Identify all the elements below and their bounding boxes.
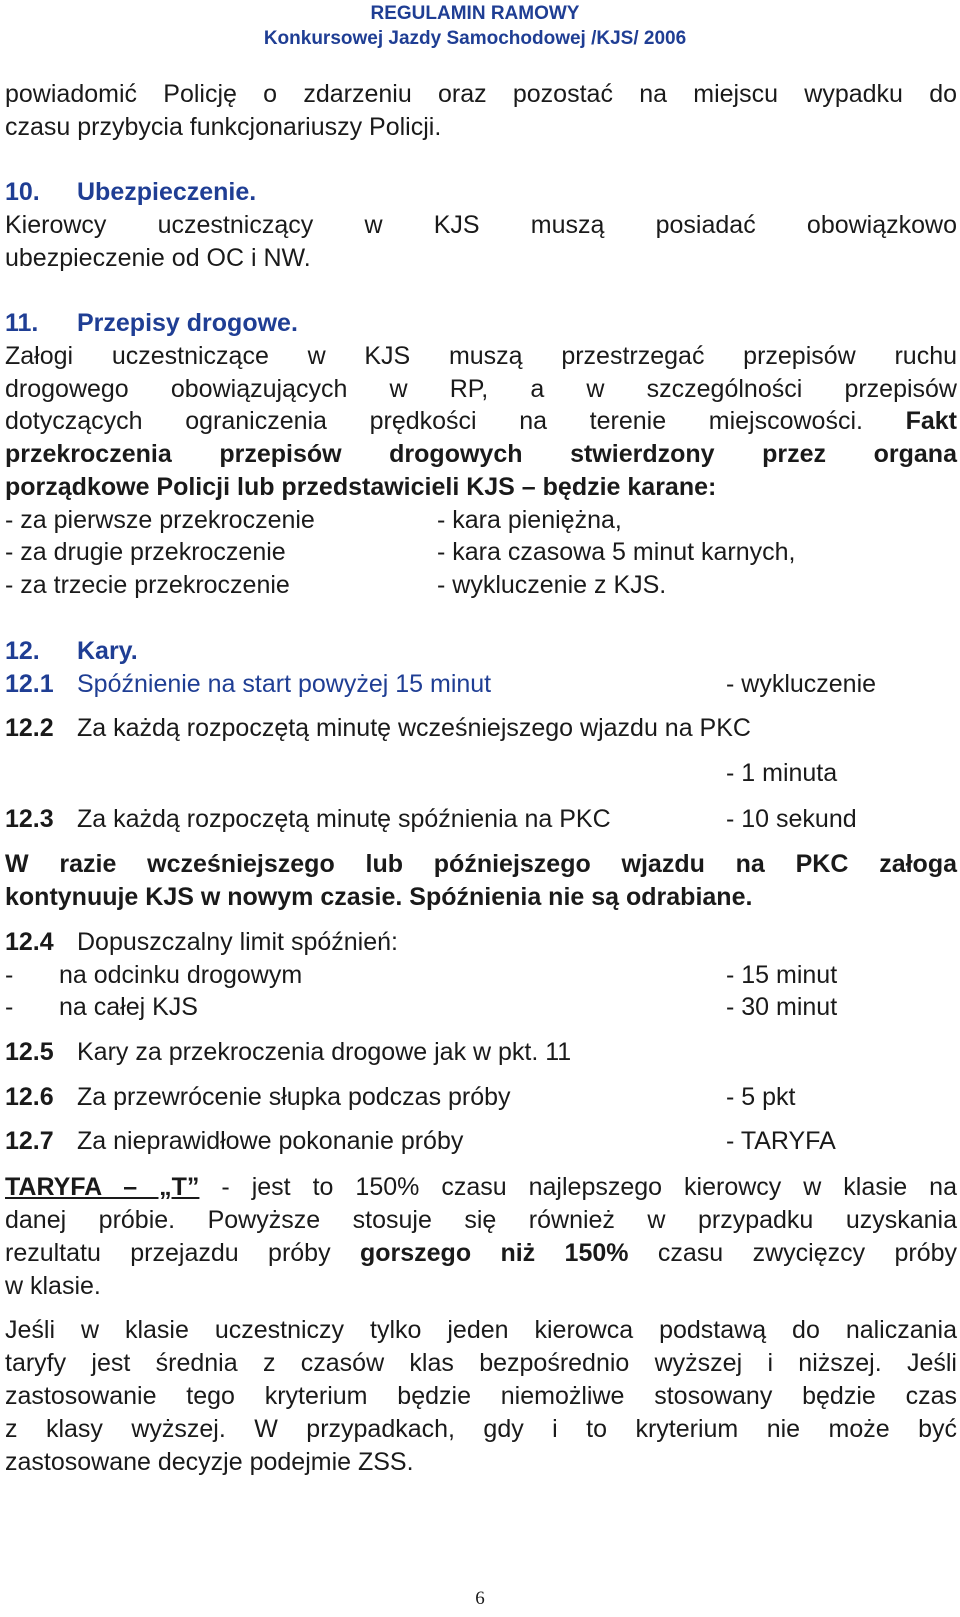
item-12-1-penalty: - wykluczenie — [726, 670, 877, 698]
section-10-title: Ubezpieczenie. — [77, 178, 257, 206]
section-12-title: Kary. — [77, 637, 138, 665]
page-number: 6 — [475, 1588, 485, 1609]
taryfa-line-4: w klasie. — [5, 1272, 101, 1300]
limit-2-label: na całej KJS — [59, 993, 198, 1021]
penalty-1: - kara pieniężna, — [437, 506, 622, 534]
limit-1-label: na odcinku drogowym — [59, 961, 303, 989]
section-11-line-3 — [5, 405, 957, 438]
item-12-3-number: 12.3 — [5, 805, 54, 833]
violation-3: - za trzecie przekroczenie — [5, 571, 290, 599]
pkc-note-line-1: W razie wcześniejszego lub późniejszego wjazdu na PKC załoga — [5, 850, 957, 878]
item-12-4-number: 12.4 — [5, 928, 54, 956]
limit-1-value: - 15 minut — [726, 961, 838, 989]
limit-2-dash: - — [5, 993, 14, 1021]
pkc-note-line-2: kontynuuje KJS w nowym czasie. Spóźnienia nie są odrabiane. — [5, 883, 753, 911]
taryfa-line-1 — [5, 1171, 957, 1204]
limit-1-dash: - — [5, 961, 14, 989]
section-11-line-5: porządkowe Policji lub przedstawicieli KJS – będzie karane: — [5, 473, 717, 501]
final-line-3: zastosowanie tego kryterium będzie niemożliwe stosowany będzie czas — [5, 1382, 957, 1410]
document-header-title: REGULAMIN RAMOWY — [370, 3, 580, 24]
taryfa-line-3-bold: gorszego niż 150% — [359, 1239, 629, 1267]
item-12-2-number: 12.2 — [5, 714, 54, 742]
item-12-5-text: Kary za przekroczenia drogowe jak w pkt. 11 — [77, 1038, 572, 1066]
violation-2: - za drugie przekroczenie — [5, 538, 286, 566]
item-12-6-penalty: - 5 pkt — [726, 1083, 796, 1111]
section-11-line-2: drogowego obowiązujących w RP, a w szczególności przepisów — [5, 375, 957, 403]
limit-2-value: - 30 minut — [726, 993, 838, 1021]
intro-line-2: czasu przybycia funkcjonariuszy Policji. — [5, 113, 442, 141]
item-12-1-number: 12.1 — [5, 670, 54, 698]
final-line-4: z klasy wyższej. W przypadkach, gdy i to kryterium nie może być — [5, 1415, 957, 1443]
item-12-1-text: Spóźnienie na start powyżej 15 minut — [77, 670, 492, 698]
section-11-title: Przepisy drogowe. — [77, 309, 298, 337]
section-12-number: 12. — [5, 637, 40, 665]
final-line-2: taryfy jest średnia z czasów klas bezpośrednio wyższej i niższej. Jeśli — [5, 1349, 957, 1377]
section-10-number: 10. — [5, 178, 40, 206]
final-line-5: zastosowane decyzje podejmie ZSS. — [5, 1448, 414, 1476]
item-12-2-penalty: - 1 minuta — [726, 759, 838, 787]
taryfa-line-3-b: czasu zwycięzcy próby — [657, 1239, 958, 1267]
section-10-line-2: ubezpieczenie od OC i NW. — [5, 244, 311, 272]
section-11-line-4: przekroczenia przepisów drogowych stwierdzony przez organa — [5, 440, 957, 468]
taryfa-label: TARYFA – „T” — [5, 1173, 200, 1201]
item-12-7-text: Za nieprawidłowe pokonanie próby — [77, 1127, 464, 1155]
section-11-line-3-text: dotyczących ograniczenia prędkości na terenie miejscowości. — [5, 407, 863, 435]
item-12-4-text: Dopuszczalny limit spóźnień: — [77, 928, 398, 956]
section-10-line-1: Kierowcy uczestniczący w KJS muszą posiadać obowiązkowo — [5, 211, 957, 239]
item-12-6-number: 12.6 — [5, 1083, 54, 1111]
violation-1: - za pierwsze przekroczenie — [5, 506, 315, 534]
item-12-2-text: Za każdą rozpoczętą minutę wcześniejszego wjazdu na PKC — [77, 714, 751, 742]
section-11-number: 11. — [5, 309, 39, 337]
section-11-line-3-bold: Fakt — [905, 407, 957, 435]
penalty-3: - wykluczenie z KJS. — [437, 571, 667, 599]
item-12-6-text: Za przewrócenie słupka podczas próby — [77, 1083, 511, 1111]
section-11-line-1: Załogi uczestniczące w KJS muszą przestrzegać przepisów ruchu — [5, 342, 957, 370]
item-12-3-text: Za każdą rozpoczętą minutę spóźnienia na PKC — [77, 805, 611, 833]
taryfa-line-1-text: - jest to 150% czasu najlepszego kierowcy w klasie na — [199, 1173, 957, 1201]
penalty-2: - kara czasowa 5 minut karnych, — [437, 538, 796, 566]
taryfa-line-3 — [5, 1237, 957, 1270]
document-header-subtitle: Konkursowej Jazdy Samochodowej /KJS/ 2006 — [263, 28, 687, 49]
intro-line-1: powiadomić Policję o zdarzeniu oraz pozostać na miejscu wypadku do — [5, 80, 957, 108]
item-12-3-penalty: - 10 sekund — [726, 805, 857, 833]
item-12-7-penalty: - TARYFA — [726, 1127, 836, 1155]
taryfa-line-3-a: rezultatu przejazdu próby — [5, 1239, 331, 1267]
final-line-1: Jeśli w klasie uczestniczy tylko jeden kierowca podstawą do naliczania — [5, 1316, 957, 1344]
taryfa-line-2: danej próbie. Powyższe stosuje się również w przypadku uzyskania — [5, 1206, 957, 1234]
item-12-7-number: 12.7 — [5, 1127, 54, 1155]
item-12-5-number: 12.5 — [5, 1038, 54, 1066]
